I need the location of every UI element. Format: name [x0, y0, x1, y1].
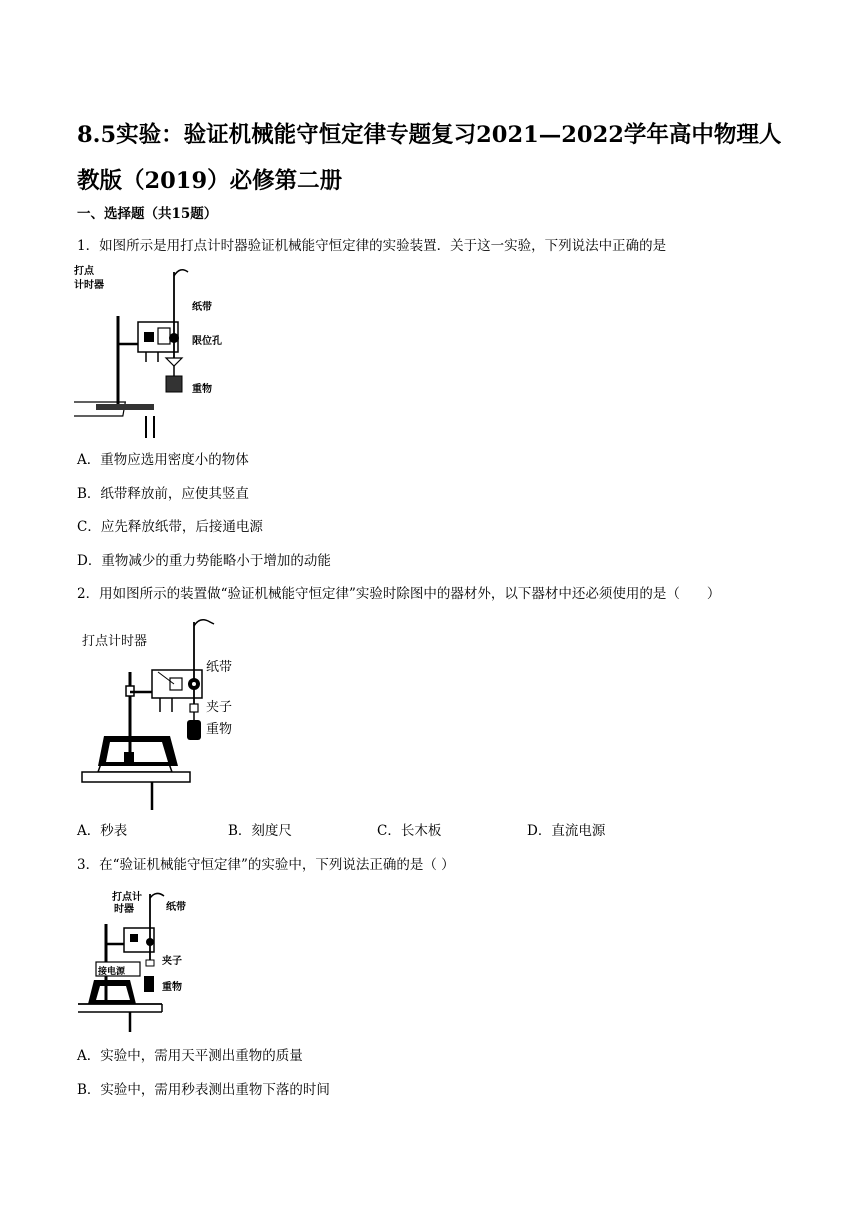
page-title: 8.5实验：验证机械能守恒定律专题复习2021—2022学年高中物理人教版（2019）必修第二册: [77, 122, 782, 194]
section-heading: 一、选择题（共15题）: [77, 206, 218, 222]
figure-label: 重物: [192, 384, 212, 395]
figure-label: 纸带: [166, 902, 186, 913]
q2-option-b: B．刻度尺: [228, 823, 292, 839]
question-3-figure: [78, 888, 208, 1034]
figure-label: 打点: [74, 266, 94, 277]
question-1-stem: 1．如图所示是用打点计时器验证机械能守恒定律的实验装置．关于这一实验，下列说法中正确的是: [77, 238, 667, 254]
question-3-stem: 3．在“验证机械能守恒定律”的实验中，下列说法正确的是（ ）: [77, 857, 455, 873]
q1-option-c: C．应先释放纸带，后接通电源: [77, 519, 263, 535]
question-2-stem: 2．用如图所示的装置做“验证机械能守恒定律”实验时除图中的器材外，以下器材中还必须使用的是（ ）: [77, 586, 721, 602]
figure-label: 打点计: [112, 892, 142, 903]
q3-option-b: B．实验中，需用秒表测出重物下落的时间: [77, 1082, 330, 1098]
q2-option-a: A．秒表: [77, 823, 128, 839]
q2-option-d: D．直流电源: [527, 823, 606, 839]
figure-label: 纸带: [192, 302, 212, 313]
q1-option-d: D．重物减少的重力势能略小于增加的动能: [77, 553, 331, 569]
figure-label: 重物: [206, 722, 233, 737]
figure-label: 打点计时器: [82, 634, 148, 649]
q1-option-a: A．重物应选用密度小的物体: [77, 452, 249, 468]
figure-label: 计时器: [74, 280, 104, 291]
q3-option-a: A．实验中，需用天平测出重物的质量: [77, 1048, 303, 1064]
figure-label: 重物: [162, 982, 182, 993]
figure-label: 接电源: [98, 967, 126, 977]
question-2-figure: [80, 612, 260, 812]
apparatus-diagram-3: [78, 888, 208, 1034]
q2-option-c: C．长木板: [377, 823, 442, 839]
q1-option-b: B．纸带释放前，应使其竖直: [77, 486, 249, 502]
figure-label: 时器: [114, 904, 134, 915]
figure-label: 纸带: [206, 660, 233, 675]
figure-label: 夹子: [206, 700, 233, 715]
question-1-figure: [74, 262, 244, 438]
figure-label: 限位孔: [192, 336, 222, 347]
figure-label: 夹子: [162, 956, 182, 967]
